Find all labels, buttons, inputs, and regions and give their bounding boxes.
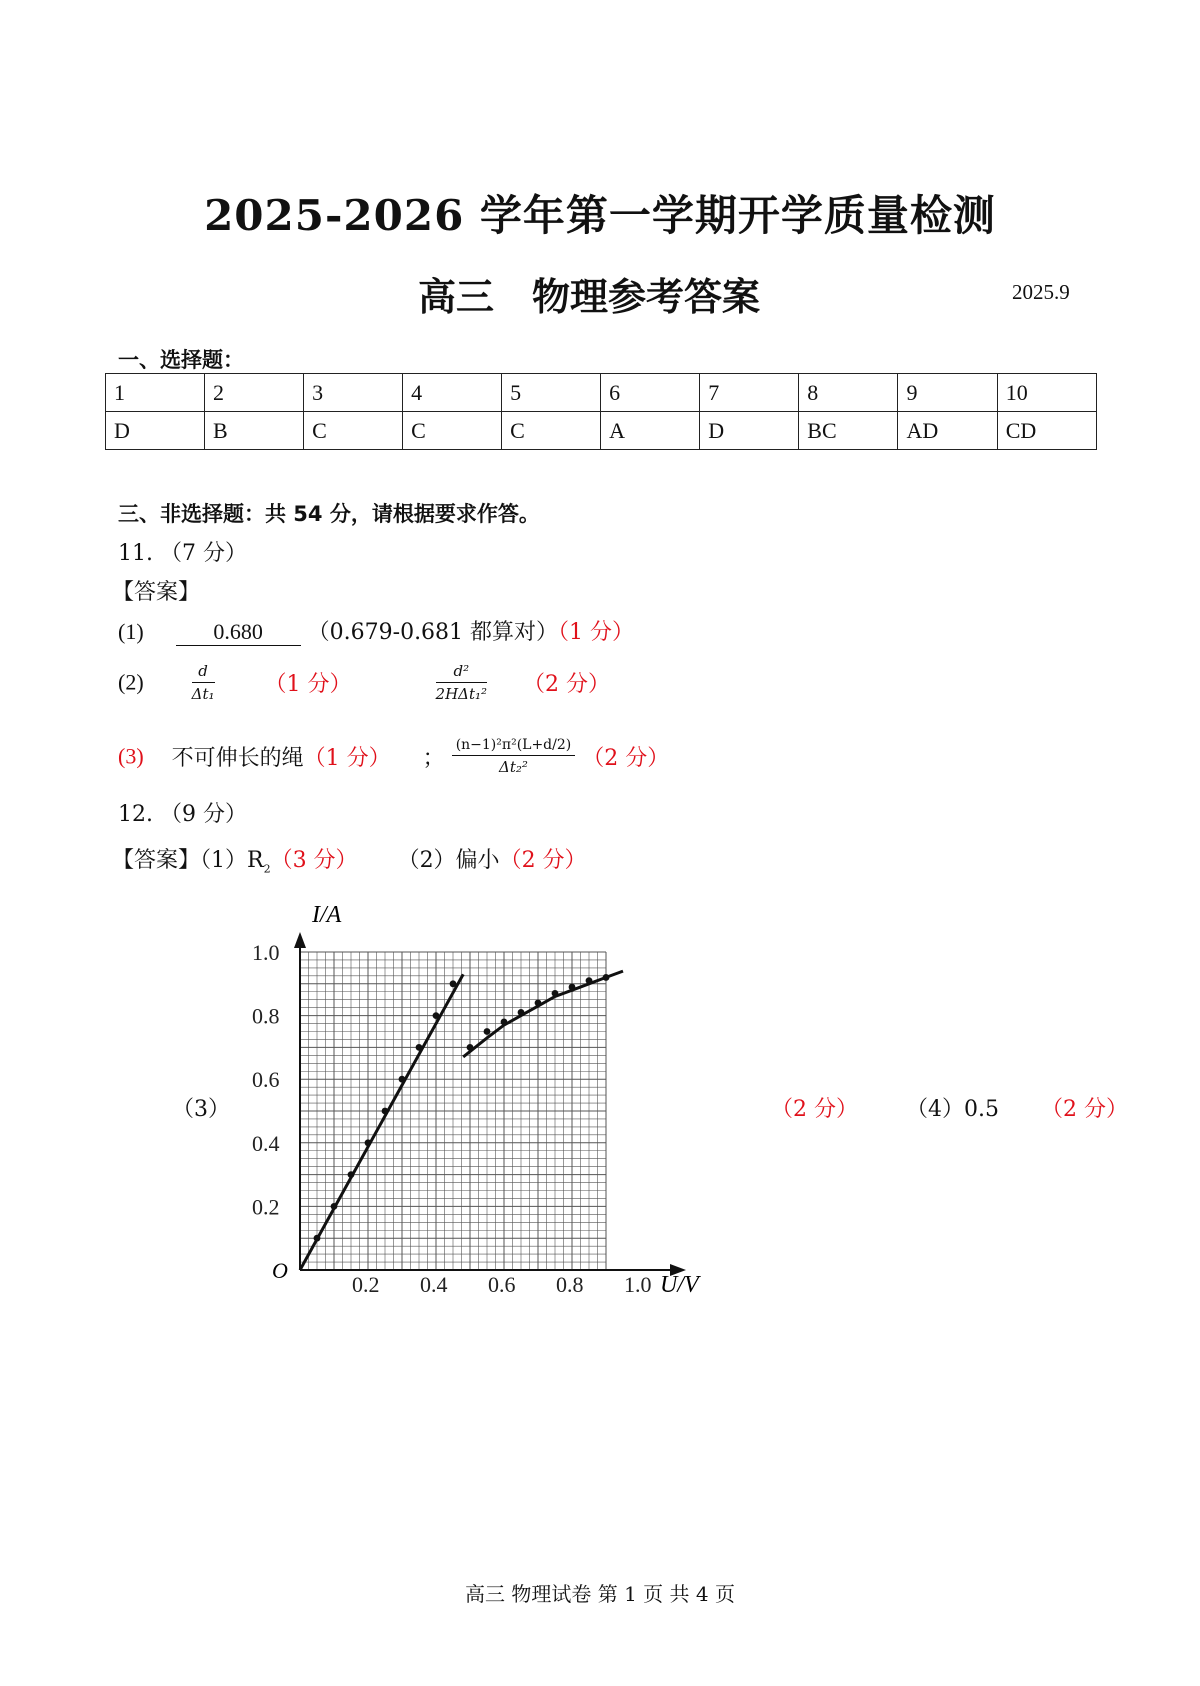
x-axis-label: U/V [660,1272,699,1298]
fraction-numerator: (n−1)²π²(L+d/2) [452,737,576,756]
x-tick-label: 0.4 [420,1272,448,1297]
fraction-denominator: Δt₂² [499,758,528,776]
fraction-denominator: 2HΔt₁² [435,685,488,703]
q11-p1-score: （1 分） [558,620,635,645]
q11-p3-separator: ； [422,746,445,771]
q11-header: 11. （7 分） [118,541,247,566]
q12-answer-subscript: 2 [263,862,271,876]
q12-score2: （2 分） [499,848,587,873]
data-point [331,1203,338,1210]
y-tick-label: 1.0 [252,940,280,965]
q11-p1-note: （0.679-0.681 都算对） [307,620,559,645]
data-point [501,1019,508,1026]
x-tick-label: 0.8 [556,1272,584,1297]
answer-table-answers-row [106,412,1097,450]
q11-p2-label: (2) [118,669,144,695]
table-cell: A [601,412,700,450]
q11-part3 [118,737,669,776]
q11-p3-score1: （1 分） [303,746,391,771]
fraction-numerator: d [192,662,215,683]
data-point [365,1139,372,1146]
page-footer: 高三 物理试卷 第 1 页 共 4 页 [465,1582,735,1606]
table-cell: 2 [205,374,304,412]
y-tick-label: 0.8 [252,1003,280,1029]
table-cell: BC [799,412,898,450]
table-cell: AD [898,412,997,450]
q11-p1-label: (1) [118,619,144,644]
q11-p3-fraction [452,737,576,776]
data-point [382,1108,389,1115]
table-cell: 4 [403,374,502,412]
y-tick-label: 0.6 [252,1067,280,1093]
origin-label: O [272,1258,288,1283]
q11-answer-tag: 【答案】 [112,580,201,605]
q12-part2: （2）偏小 [397,848,500,873]
data-point [467,1044,474,1051]
data-point [399,1076,406,1083]
fraction-denominator: Δt₁ [191,685,215,703]
q12-header: 12. （9 分） [118,802,247,827]
data-point [314,1235,321,1242]
answer-table-numbers-row [106,374,1097,412]
data-point [450,980,457,987]
y-tick-label: 0.4 [252,1130,280,1156]
table-cell: D [106,412,205,450]
data-point [433,1012,440,1019]
q11-p2-score2: （2 分） [523,672,611,697]
q11-part1 [118,615,634,646]
chart-grid [300,952,606,1270]
fraction-numerator: d² [436,662,488,683]
chart-axes [300,938,680,1270]
table-cell: 7 [700,374,799,412]
data-point [518,1009,525,1016]
data-point [586,977,593,984]
q12-part4: （4）0.5 [906,1097,999,1122]
q11-p1-value: 0.680 [176,619,301,646]
section1-heading: 一、选择题： [118,348,244,372]
q12-part3-score: （2 分） [771,1097,858,1122]
table-cell: B [205,412,304,450]
q12-answer-part1: 【答案】（1）R [112,848,264,873]
data-point [535,999,542,1006]
q11-p3-score2: （2 分） [582,746,670,771]
q12-score1: （3 分） [270,848,358,873]
table-cell: 10 [997,374,1096,412]
table-cell: 3 [304,374,403,412]
data-point [552,990,559,997]
table-cell: C [304,412,403,450]
page-subtitle: 高三 物理参考答案 [418,274,761,319]
data-point [603,974,610,981]
data-point [416,1044,423,1051]
q12-part3-label: （3） [172,1097,230,1122]
data-point [569,984,576,991]
exam-date: 2025.9 [1012,280,1070,304]
table-cell: 8 [799,374,898,412]
iv-chart [240,900,730,1320]
data-point [484,1028,491,1035]
x-tick-label: 1.0 [624,1272,652,1297]
q12-part3-score-row [771,1092,1128,1123]
table-cell: 5 [502,374,601,412]
table-cell: 9 [898,374,997,412]
page-title: 2025-2026 学年第一学期开学质量检测 [204,191,996,240]
table-cell: C [502,412,601,450]
q11-p3-label: (3) [118,743,144,769]
q12-part4-score: （2 分） [1041,1097,1128,1122]
table-cell: 6 [601,374,700,412]
q12-answer-line [112,843,587,875]
answer-table [105,373,1097,450]
table-cell: 1 [106,374,205,412]
table-cell: C [403,412,502,450]
q11-p2-fraction1 [192,662,215,703]
q11-p2-fraction2 [436,662,488,703]
data-point [348,1171,355,1178]
q11-p3-text: 不可伸长的绳 [171,746,304,771]
table-cell: D [700,412,799,450]
table-cell: CD [997,412,1096,450]
x-tick-label: 0.6 [488,1272,516,1297]
y-axis-label: I/A [312,902,342,928]
section3-heading: 三、非选择题：共 54 分，请根据要求作答。 [118,502,540,526]
fit-curve-1 [300,974,463,1270]
q11-part2 [118,662,610,703]
y-tick-label: 0.2 [252,1194,280,1220]
x-tick-label: 0.2 [352,1272,380,1297]
q11-p2-score1: （1 分） [264,672,352,697]
